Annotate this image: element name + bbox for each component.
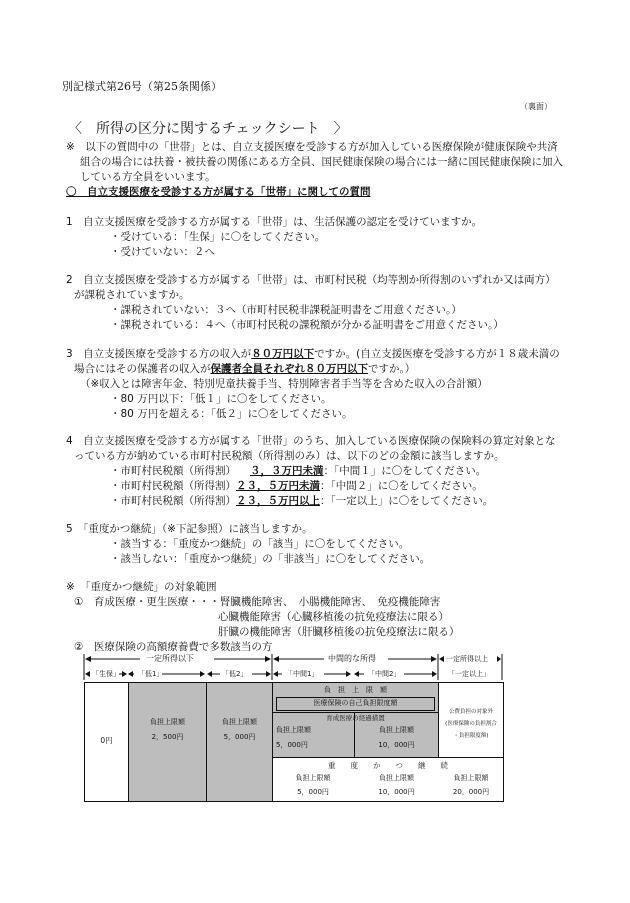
futan-header: 負 担 上 限 額 (324, 686, 387, 694)
q3-line-2 (74, 362, 415, 376)
q3-line-1 (66, 347, 560, 361)
back-label: （裏面） (520, 102, 552, 111)
q5-text: 5 「重度かつ継続」（※下記参照）に該当しますか。 (66, 523, 313, 535)
high-line-2: (医療保険の負担割合 (445, 721, 497, 727)
scope-item-1b: 心臓機能障害（心臓移植後の抗免疫療法に限る） (218, 611, 449, 623)
q2-line-2: が課税されていますか。 (74, 289, 190, 301)
scope-heading: ※ 「重度かつ継続」の対象範囲 (66, 581, 217, 593)
cat-low2: 「低2」 (222, 670, 248, 678)
cat-mid1: 「中間1」 (286, 670, 319, 678)
q5-option-2: ・該当しない：「重度かつ継続」の「非該当」に〇をしてください。 (110, 553, 431, 565)
q4-option-2 (110, 479, 483, 493)
q4-option-1-b: ３，３万円未満 (250, 465, 324, 477)
mid1-value: 5，000円 (276, 741, 308, 749)
cell-low1 (128, 682, 207, 802)
cell-low2 (206, 682, 273, 802)
q1-option-1: ・受けている：「生保」に〇をしてください。 (110, 231, 326, 243)
seiho-value: 0円 (100, 736, 113, 745)
cat-low1: 「低1」 (138, 670, 164, 678)
intro-line-1: ※ 以下の質問中の「世帯」とは、自立支援医療を受診する方が加入している医療保険が健康保険や共済 (66, 141, 558, 153)
low1-label: 負担上限額 (150, 718, 185, 726)
q2-line-1: 2 自立支援医療を受診する方が属する「世帯」は、市町村民税（均等割か所得割のいずれか又は両方） (66, 274, 556, 286)
high-line-3: ・負担限度額) (453, 733, 489, 739)
j3-value: 20，000円 (452, 788, 490, 796)
j3-label: 負担上限額 (453, 774, 489, 782)
cat-high: 「一定以上」 (448, 670, 490, 678)
q3-option-1: ・80 万円以下：「低１」に〇をしてください。 (110, 393, 332, 405)
low2-value: 5，000円 (223, 733, 256, 741)
q3-line-2-a: 場合にはその保護者の収入が (74, 363, 211, 375)
q4-line-1: 4 自立支援医療を受診する方が属する「世帯」のうち、加入している医療保険の保険料の算定対象とな (66, 435, 556, 447)
q2-option-2: ・課税されている：４へ（市町村民税の課税額が分かる証明書をご用意ください。） (110, 319, 504, 331)
juudo-header: 重 度 か つ 継 続 (328, 761, 448, 770)
q1-option-2: ・受けていない：２へ (110, 246, 215, 258)
high-line-1: 公費負担の対象外 (448, 709, 493, 715)
q4-option-2-c: ：「中間２」に〇をしてください。 (320, 480, 483, 492)
q4-option-2-b: ２３，５万円未満 (236, 480, 320, 492)
q2-option-1: ・課税されていない：３へ（市町村民税非課税証明書をご用意ください。） (110, 304, 462, 316)
intro-line-3: している方全員をいいます。 (80, 171, 216, 183)
top-high-label: 一定所得以上 (446, 655, 488, 663)
cat-seiho: 「生保」 (92, 670, 120, 678)
q4-option-3-c: ：「一定以上」に〇をしてください。 (320, 495, 494, 507)
q1-text: 1 自立支援医療を受診する方が属する「世帯」は、生活保護の認定を受けていますか。 (66, 216, 483, 228)
cat-mid2: 「中間2」 (368, 670, 401, 678)
q3-line-1-emph: ８０万円以下 (251, 348, 315, 360)
scope-item-1: ① 育成医療・更生医療・・・腎臓機能障害、 小腸機能障害、 免疫機能障害 (74, 596, 441, 608)
keika-label: 育成医療の経過措置 (326, 714, 385, 722)
mid2-label: 負担上限額 (379, 726, 414, 734)
q4-option-3-b: ２３，５万円以上 (236, 495, 320, 507)
section-heading: 〇 自立支援医療を受診する方が属する「世帯」に関しての質問 (66, 186, 371, 198)
q3-line-2-emph: 保護者全員それぞれ８０万円以下 (210, 363, 368, 375)
q5-option-1: ・該当する：「重度かつ継続」の「該当」に〇をしてください。 (110, 538, 410, 550)
j2-label: 負担上限額 (379, 774, 414, 782)
q4-option-1-a: ・市町村民税額（所得割） (110, 465, 236, 477)
q4-line-2: っている方が納めている市町村民税額（所得割のみ）は、以下のどの金額に該当しますか。 (74, 450, 505, 462)
jiko-label: 医療保険の自己負担限度額 (313, 699, 398, 707)
q4-option-2-a: ・市町村民税額（所得割） (110, 480, 236, 492)
low2-label: 負担上限額 (222, 718, 257, 726)
j1-label: 負担上限額 (295, 774, 331, 782)
q3-option-2: ・80 万円を超える：「低２」に〇をしてください。 (110, 408, 353, 420)
intro-line-2: 組合の場合には扶養・被扶養の関係にある方全員、国民健康保険の場合には一緒に国民健康保険に加入 (80, 156, 563, 168)
scope-item-2: ② 医療保険の高額療養費で多数該当の方 (74, 641, 273, 653)
j2-value: 10，000円 (378, 788, 415, 796)
q4-option-3-a: ・市町村民税額（所得割） (110, 495, 236, 507)
mid2-value: 10，000円 (378, 741, 415, 749)
form-number: 別記様式第26号（第25条関係） (62, 80, 222, 93)
q4-option-1 (110, 464, 486, 478)
page-title: 〈 所得の区分に関するチェックシート 〉 (68, 121, 348, 137)
q3-note: （※収入とは障害年金、特別児童扶養手当、特別障害者手当等を含めた収入の合計額） (80, 378, 488, 390)
q3-line-1-a: 3 自立支援医療を受診する方の収入が (66, 348, 252, 360)
scope-item-1c: 肝臓の機能障害（肝臓移植後の抗免疫療法に限る） (218, 626, 460, 638)
top-mid-label: 中間的な所得 (328, 654, 376, 663)
q3-line-2-c: ですか。） (368, 363, 416, 375)
q3-line-1-c: ですか。(自立支援医療を受診する方が１８歳未満の (314, 348, 560, 360)
q4-option-3 (110, 494, 493, 508)
mid1-label: 負担上限額 (276, 726, 311, 734)
top-low-label: 一定所得以下 (146, 654, 194, 663)
low1-value: 2，500円 (151, 733, 184, 741)
income-table (82, 650, 504, 802)
j1-value: 5，000円 (297, 788, 329, 796)
q4-option-1-c: ：「中間１」に〇をしてください。 (323, 465, 487, 477)
